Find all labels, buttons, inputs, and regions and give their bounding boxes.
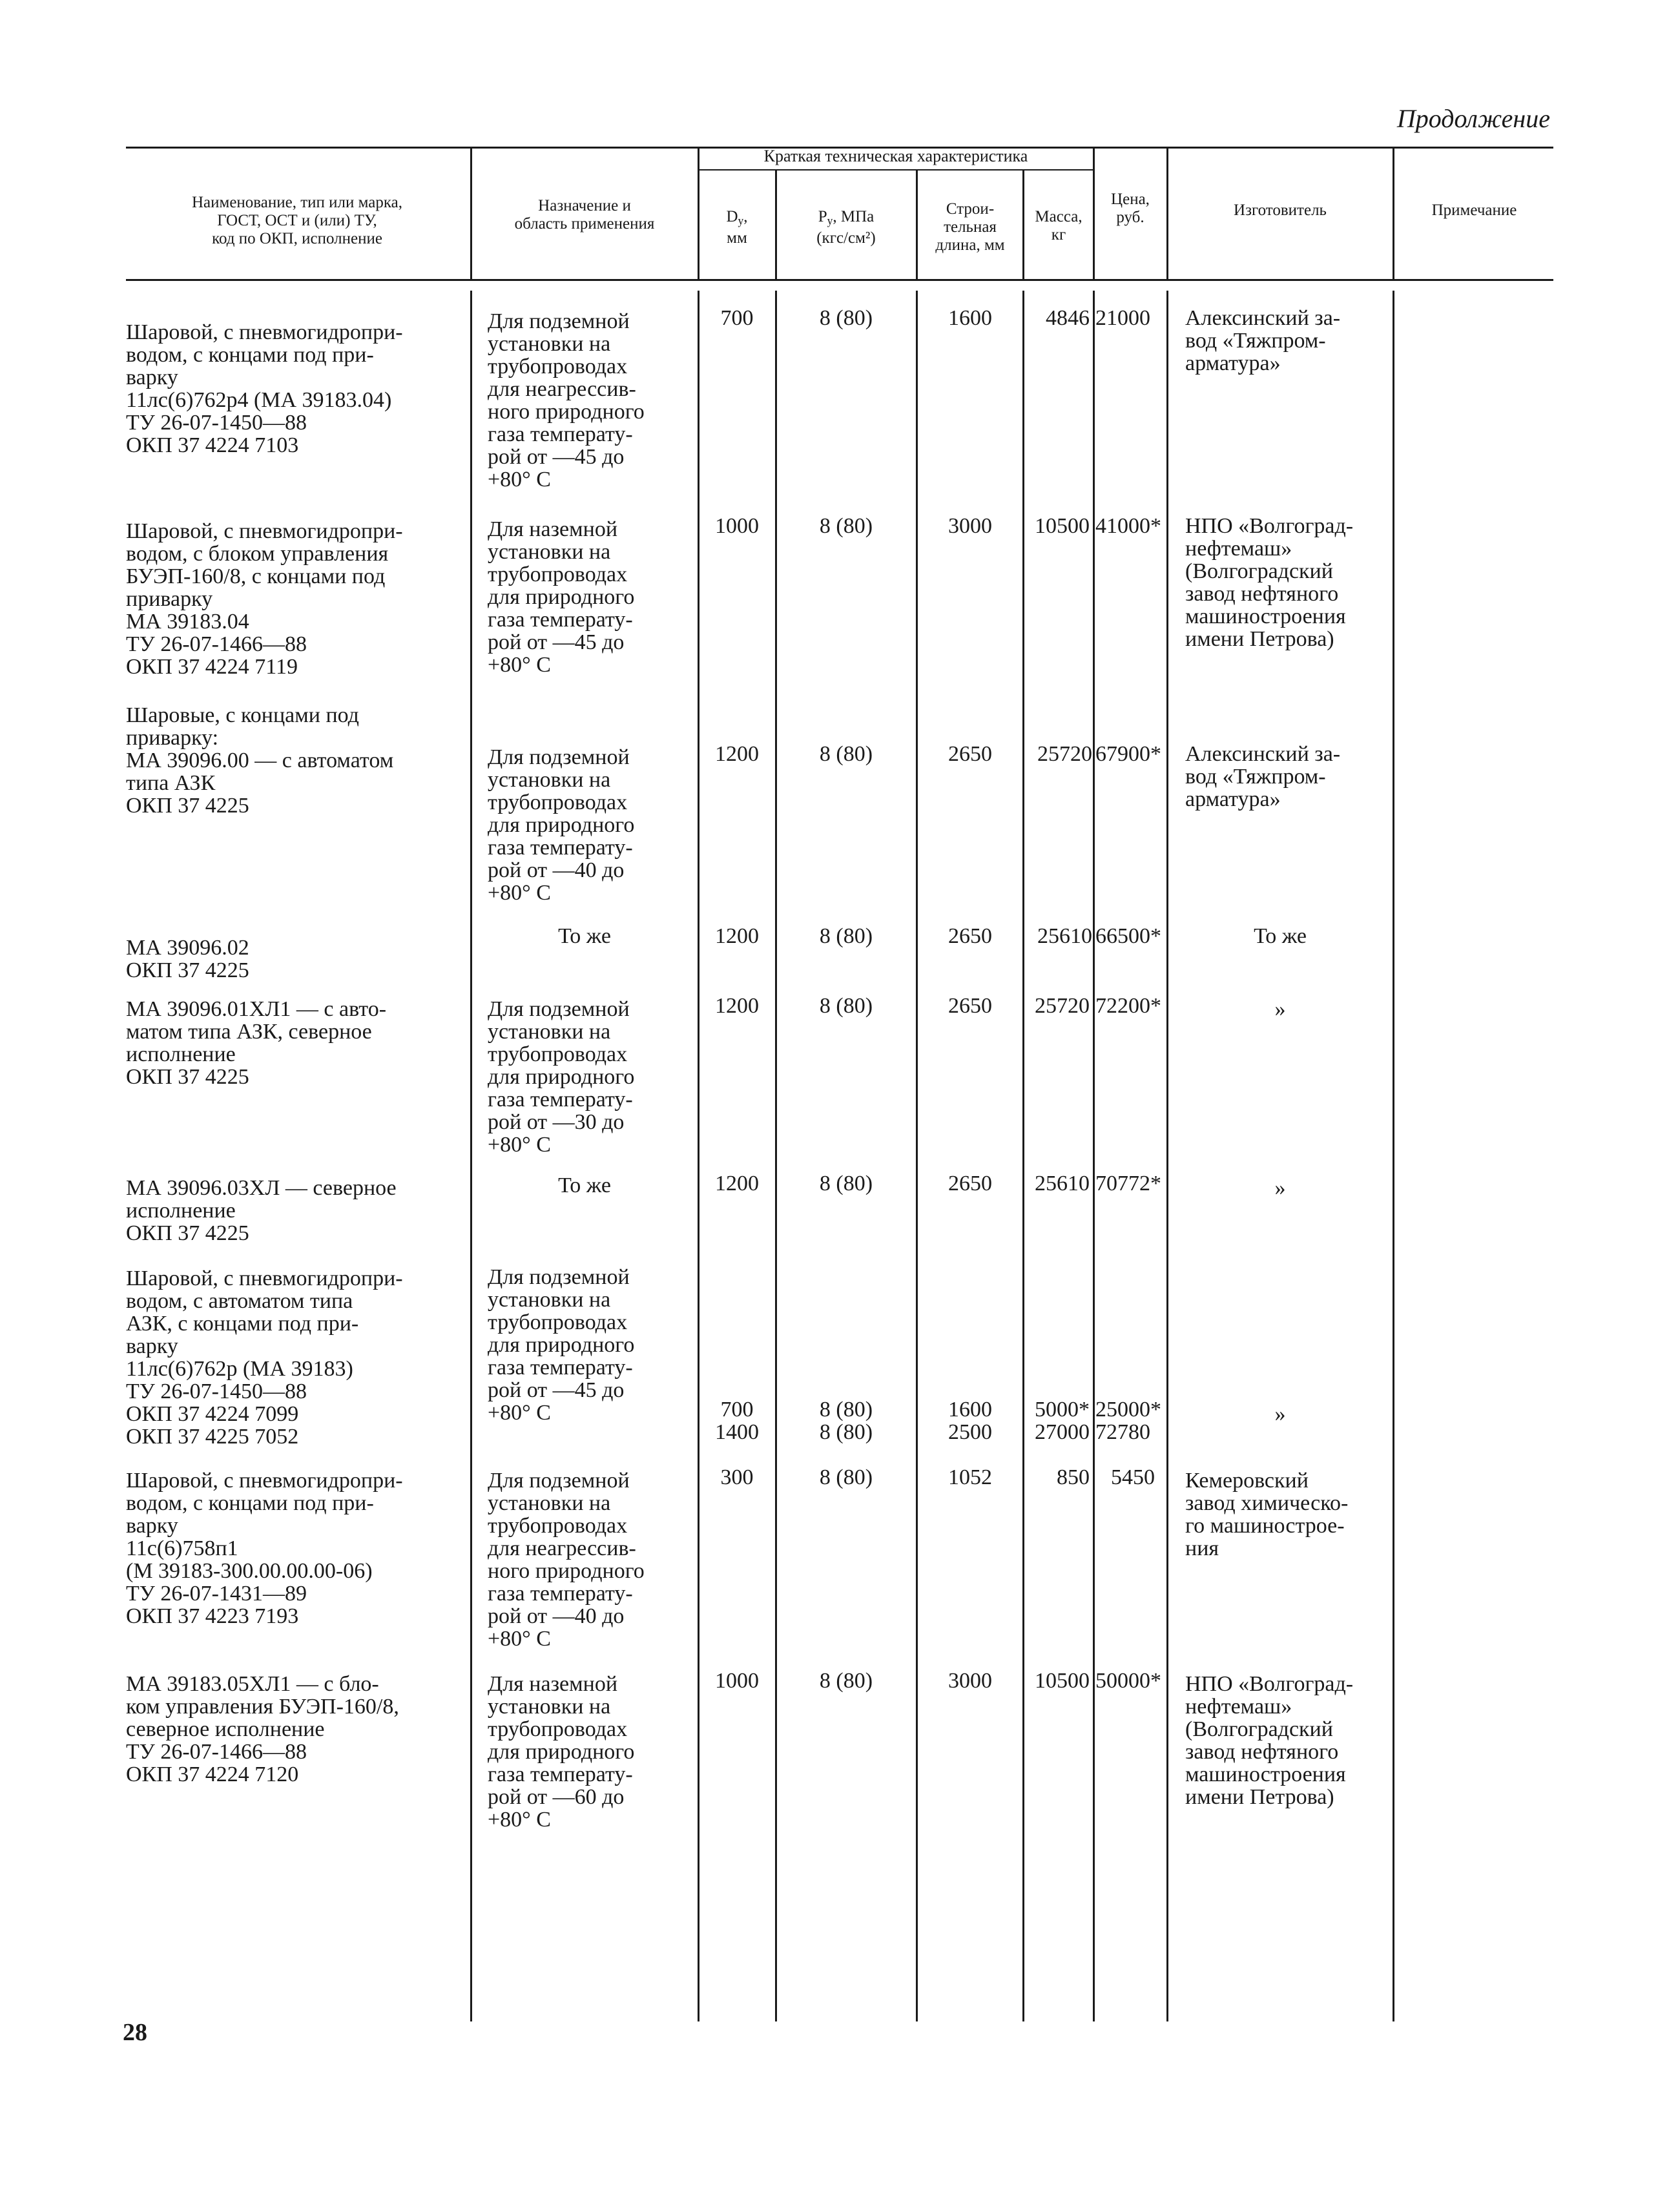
- col-header-purpose: Назначение и область применения: [514, 197, 655, 233]
- col-header-tech-group: Краткая техническая характеристика: [763, 147, 1028, 165]
- row-6-price: 25000* 72780: [1095, 1398, 1161, 1444]
- row-4-length: 2650: [948, 994, 992, 1018]
- row-3-name: МА 39096.02 ОКП 37 4225: [126, 936, 249, 982]
- row-7-dy: 300: [720, 1465, 754, 1489]
- row-4-dy: 1200: [715, 994, 759, 1018]
- page-number: 28: [123, 2019, 147, 2046]
- row-7-price: 5450: [1111, 1465, 1155, 1489]
- col-header-dy: $D_у$, мм: [726, 208, 748, 247]
- row-2-py: 8 (80): [819, 742, 873, 766]
- row-3-py: 8 (80): [819, 924, 873, 948]
- row-8-purpose: Для наземной установки на трубопроводах для природного газа температу- рой от —60 до +80° С: [488, 1672, 635, 1832]
- col-header-name: Наименование, тип или марка, ГОСТ, ОСТ и (или) ТУ, код по ОКП, исполнение: [191, 194, 403, 247]
- row-8-mass: 10500: [1035, 1669, 1090, 1693]
- col-header-price: Цена, руб.: [1111, 191, 1150, 226]
- dy-unit: мм: [727, 229, 747, 247]
- row-2-maker: Алексинский за- вод «Тяжпром- арматура»: [1185, 742, 1341, 811]
- row-5-length: 2650: [948, 1172, 992, 1195]
- row-0-dy: 700: [720, 306, 754, 330]
- row-4-name: МА 39096.01ХЛ1 — с авто- матом типа АЗК, северное исполнение ОКП 37 4225: [126, 997, 387, 1089]
- continued-label: Продолжение: [1396, 104, 1550, 133]
- row-5-dy: 1200: [715, 1172, 759, 1195]
- row-4-py: 8 (80): [819, 994, 873, 1018]
- row-8-price: 50000*: [1095, 1669, 1161, 1693]
- row-4-price: 72200*: [1095, 994, 1161, 1018]
- row-1-maker: НПО «Волгоград- нефтемаш» (Волгоградский завод нефтяного машиностроения имени Петрова): [1185, 514, 1354, 651]
- col-header-length: Строи- тельная длина, мм: [935, 200, 1005, 254]
- row-3-maker: То же: [1254, 924, 1307, 948]
- dy-subscript: у: [738, 214, 744, 227]
- body-divider-1: [470, 291, 472, 2021]
- row-2-dy: 1200: [715, 742, 759, 766]
- row-0-mass: 4846: [1046, 306, 1090, 330]
- row-6-dy: 700 1400: [715, 1398, 759, 1444]
- row-6-mass: 5000* 27000: [1035, 1398, 1090, 1444]
- row-8-py: 8 (80): [819, 1669, 873, 1693]
- py-unit: , МПа: [833, 208, 875, 225]
- row-8-dy: 1000: [715, 1669, 759, 1693]
- header-divider-3: [775, 169, 777, 280]
- col-header-mass: Масса, кг: [1035, 208, 1082, 243]
- col-header-py: [778, 208, 914, 247]
- row-6-purpose: Для подземной установки на трубопроводах для природного газа температу- рой от —45 до +80° С: [488, 1265, 635, 1425]
- row-1-py: 8 (80): [819, 514, 873, 538]
- header-divider-1: [470, 147, 472, 280]
- row-0-purpose: Для подземной установки на трубопроводах для неагрессив- ного природного газа температу- рой от —45 до +80° С: [488, 309, 645, 491]
- row-7-name: Шаровой, с пневмогидропри- водом, с концами под при- варку 11с(6)758п1 (М 39183-300.00.00.00-06) ТУ 26-07-1431—89 ОКП 37 4223 7193: [126, 1469, 403, 1628]
- header-divider-7: [1166, 147, 1168, 280]
- row-3-length: 2650: [948, 924, 992, 948]
- row-6-name: Шаровой, с пневмогидропри- водом, с автоматом типа АЗК, с концами под при- варку 11лс(6)762р (МА 39183) ТУ 26-07-1450—88 ОКП 37 4224 7099 ОКП 37 4225 7052: [126, 1266, 403, 1449]
- row-3-purpose: То же: [558, 924, 611, 948]
- row-5-py: 8 (80): [819, 1172, 873, 1195]
- row-2-purpose: Для подземной установки на трубопроводах для природного газа температу- рой от —40 до +80° С: [488, 745, 635, 905]
- row-8-name: МА 39183.05ХЛ1 — с бло- ком управления БУЭП-160/8, северное исполнение ТУ 26-07-1466—88 ОКП 37 4224 7120: [126, 1672, 399, 1786]
- row-5-purpose: То же: [558, 1173, 611, 1197]
- body-divider-6: [1093, 291, 1095, 2021]
- body-divider-2: [698, 291, 699, 2021]
- col-header-note: Примечание: [1431, 202, 1517, 219]
- header-divider-8: [1393, 147, 1394, 280]
- header-divider-6: [1093, 147, 1095, 280]
- row-4-maker: »: [1274, 997, 1286, 1021]
- row-0-py: 8 (80): [819, 306, 873, 330]
- body-divider-5: [1022, 291, 1024, 2021]
- tech-group-rule: [698, 169, 1093, 171]
- row-2-length: 2650: [948, 742, 992, 766]
- body-divider-4: [916, 291, 918, 2021]
- py-subscript: у: [827, 214, 833, 227]
- row-0-price: 21000: [1095, 306, 1150, 330]
- row-0-length: 1600: [948, 306, 992, 330]
- row-0-maker: Алексинский за- вод «Тяжпром- арматура»: [1185, 306, 1341, 375]
- header-divider-4: [916, 169, 918, 280]
- header-bottom-rule: [126, 279, 1553, 281]
- row-4-mass: 25720: [1035, 994, 1090, 1018]
- header-divider-5: [1022, 169, 1024, 280]
- body-divider-8: [1393, 291, 1394, 2021]
- row-3-dy: 1200: [715, 924, 759, 948]
- col-header-maker: Изготовитель: [1234, 202, 1327, 219]
- row-6-length: 1600 2500: [948, 1398, 992, 1444]
- row-8-length: 3000: [948, 1669, 992, 1693]
- row-6-maker: »: [1274, 1402, 1286, 1426]
- row-5-price: 70772*: [1095, 1172, 1161, 1195]
- row-5-name: МА 39096.03ХЛ — северное исполнение ОКП 37 4225: [126, 1176, 397, 1245]
- row-8-maker: НПО «Волгоград- нефтемаш» (Волгоградский завод нефтяного машиностроения имени Петрова): [1185, 1672, 1354, 1809]
- row-2-mass: 25720: [1037, 742, 1092, 766]
- row-4-purpose: Для подземной установки на трубопроводах для природного газа температу- рой от —30 до +80° С: [488, 997, 635, 1157]
- row-2-price: 67900*: [1095, 742, 1161, 766]
- row-1-dy: 1000: [715, 514, 759, 538]
- row-2-name: Шаровые, с концами под приварку: МА 39096.00 — с автоматом типа АЗК ОКП 37 4225: [126, 703, 394, 818]
- row-7-mass: 850: [1057, 1465, 1090, 1489]
- py-symbol: P: [818, 208, 827, 225]
- row-6-py: 8 (80) 8 (80): [819, 1398, 873, 1444]
- row-3-mass: 25610: [1037, 924, 1092, 948]
- body-divider-3: [775, 291, 777, 2021]
- row-7-maker: Кемеровский завод химическо- го машинострое- ния: [1185, 1469, 1349, 1560]
- row-1-purpose: Для наземной установки на трубопроводах для природного газа температу- рой от —45 до +80° С: [488, 517, 635, 677]
- body-divider-7: [1166, 291, 1168, 2021]
- row-1-name: Шаровой, с пневмогидропри- водом, с блоком управления БУЭП-160/8, с концами под приварку МА 39183.04 ТУ 26-07-1466—88 ОКП 37 4224 7119: [126, 519, 403, 679]
- row-7-py: 8 (80): [819, 1465, 873, 1489]
- row-7-length: 1052: [948, 1465, 992, 1489]
- py-unit-kgs: (кгс/см²): [816, 229, 876, 247]
- row-5-maker: »: [1274, 1176, 1286, 1200]
- dy-symbol: D: [726, 208, 738, 225]
- row-0-name: Шаровой, с пневмогидропри- водом, с концами под при- варку 11лс(6)762р4 (МА 39183.04) ТУ 26-07-1450—88 ОКП 37 4224 7103: [126, 320, 403, 457]
- row-1-price: 41000*: [1095, 514, 1161, 538]
- row-1-length: 3000: [948, 514, 992, 538]
- row-1-mass: 10500: [1035, 514, 1090, 538]
- header-divider-2: [698, 147, 699, 280]
- row-7-purpose: Для подземной установки на трубопроводах для неагрессив- ного природного газа температу- рой от —40 до +80° С: [488, 1469, 645, 1651]
- row-5-mass: 25610: [1035, 1172, 1090, 1195]
- row-3-price: 66500*: [1095, 924, 1161, 948]
